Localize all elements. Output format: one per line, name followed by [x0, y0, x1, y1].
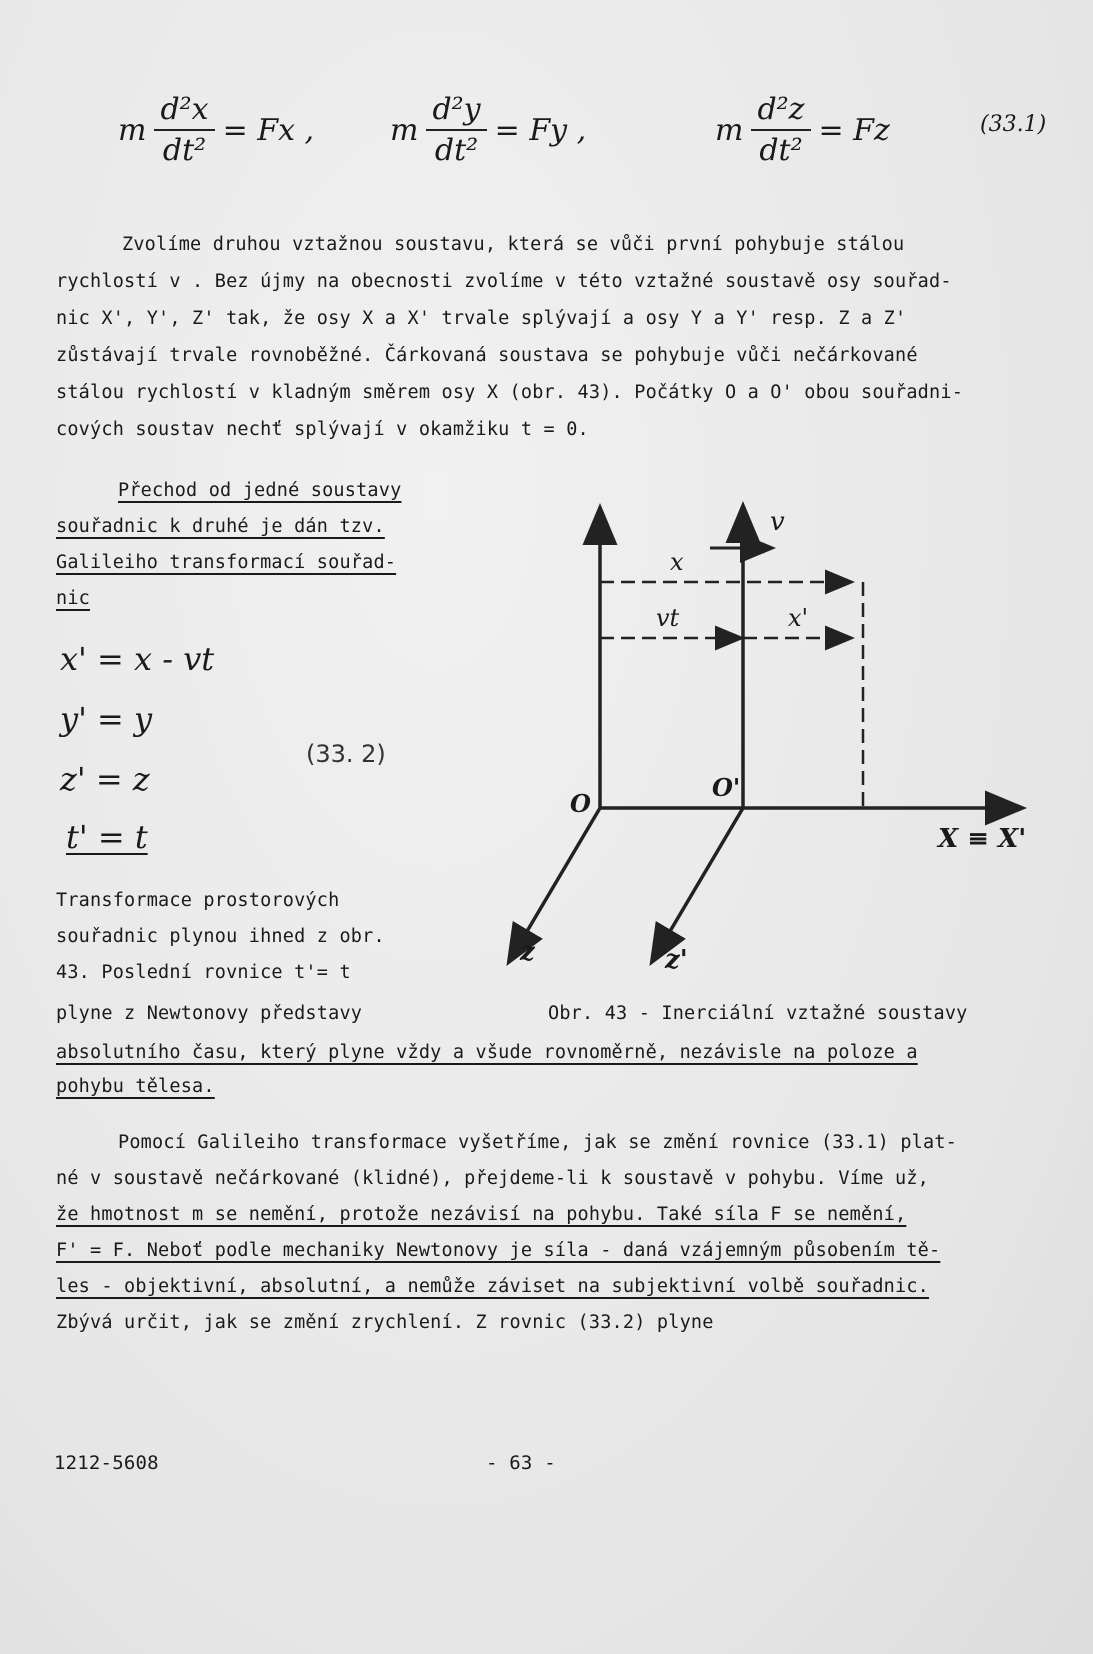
text-line: Transformace prostorových [56, 890, 340, 911]
text-line: Přechod od jedné soustavy [118, 480, 402, 501]
text-line: né v soustavě nečárkované (klidné), přejdeme-li k soustavě v pohybu. Víme už, [56, 1168, 930, 1189]
label-origin: O [570, 789, 591, 818]
eq-mass: m [118, 112, 147, 148]
fraction-bar [751, 129, 810, 131]
text-line: F' = F. Neboť podle mechaniky Newtonovy je síla - daná vzájemným působením tě- [56, 1240, 941, 1261]
label-z-prime: z' [665, 945, 688, 975]
text-line: pohybu tělesa. [56, 1076, 215, 1097]
text-line: absolutního času, který plyne vždy a všude rovnoměrně, nezávisle na poloze a [56, 1042, 918, 1063]
eq-rhs: = Fx , [222, 112, 315, 148]
eq-mass: m [390, 112, 419, 148]
galileo-eq-1: x' = x - vt [60, 640, 215, 678]
text-line: les - objektivní, absolutní, a nemůže záviset na subjektivní volbě souřadnic. [56, 1276, 930, 1297]
text-line: souřadnic k druhé je dán tzv. [56, 516, 385, 537]
equation-y [390, 90, 586, 170]
text-line: Pomocí Galileiho transformace vyšetříme, jak se změní rovnice (33.1) plat- [118, 1132, 958, 1153]
label-z: z [520, 937, 535, 967]
denominator: dt² [162, 133, 207, 168]
text-line: souřadnic plynou ihned z obr. [56, 926, 385, 947]
text-line: že hmotnost m se nemění, protože nezávisí na pohybu. Také síla F se nemění, [56, 1204, 907, 1225]
text-line: zůstávají trvale rovnoběžné. Čárkovaná soustava se pohybuje vůči nečárkované [56, 345, 918, 366]
text-line: rychlostí v . Bez újmy na obecnosti zvolíme v této vztažné soustavě osy souřad- [56, 271, 952, 292]
equation-z [715, 90, 890, 170]
numerator: d²z [757, 92, 805, 127]
text-line: stálou rychlostí v kladným směrem osy X (obr. 43). Počátky O a O' obou souřadni- [56, 382, 964, 403]
reference-frames-diagram [460, 490, 1040, 990]
page-number: - 63 - [486, 1452, 556, 1474]
text-line: nic X', Y', Z' tak, že osy X a X' trvale splývají a osy Y a Y' resp. Z a Z' [56, 308, 907, 329]
label-vt: vt [656, 604, 680, 632]
label-origin-prime: O' [712, 773, 741, 802]
label-v: v [770, 507, 785, 537]
fraction-bar [154, 129, 214, 131]
text-line: nic [56, 588, 91, 609]
text-line: 43. Poslední rovnice t'= t [56, 962, 351, 983]
numerator: d²x [160, 92, 209, 127]
denominator: dt² [759, 133, 803, 168]
denominator: dt² [434, 133, 479, 168]
fraction [426, 92, 486, 168]
z-prime-axis [653, 808, 743, 960]
text-line: cových soustav nechť splývají v okamžiku t = 0. [56, 419, 589, 440]
label-x: x [670, 548, 684, 576]
eq-mass: m [715, 112, 744, 148]
label-x-axis: X ≡ X' [938, 824, 1027, 854]
fraction [751, 92, 810, 168]
text-line: Zbývá určit, jak se změní zrychlení. Z rovnic (33.2) plyne [56, 1312, 714, 1333]
numerator: d²y [432, 92, 481, 127]
text-line: Zvolíme druhou vztažnou soustavu, která se vůči první pohybuje stálou [122, 234, 905, 255]
eq-rhs: = Fy , [494, 112, 587, 148]
galileo-eq-3: z' = z [60, 760, 150, 798]
equation-number-33-2: (33. 2) [306, 740, 386, 768]
equation-number: (33.1) [980, 112, 1047, 137]
text-line: Galileiho transformací souřad- [56, 552, 397, 573]
equation-x [118, 90, 314, 170]
fraction [154, 92, 214, 168]
fraction-bar [426, 129, 486, 131]
galileo-eq-4: t' = t [66, 818, 148, 856]
figure-caption: Obr. 43 - Inerciální vztažné soustavy [548, 1003, 968, 1024]
eq-rhs: = Fz [818, 112, 890, 148]
document-code: 1212-5608 [54, 1452, 159, 1474]
label-x-prime: x' [788, 604, 809, 632]
text-line: plyne z Newtonovy představy [56, 1003, 363, 1024]
galileo-eq-2: y' = y [60, 700, 153, 738]
